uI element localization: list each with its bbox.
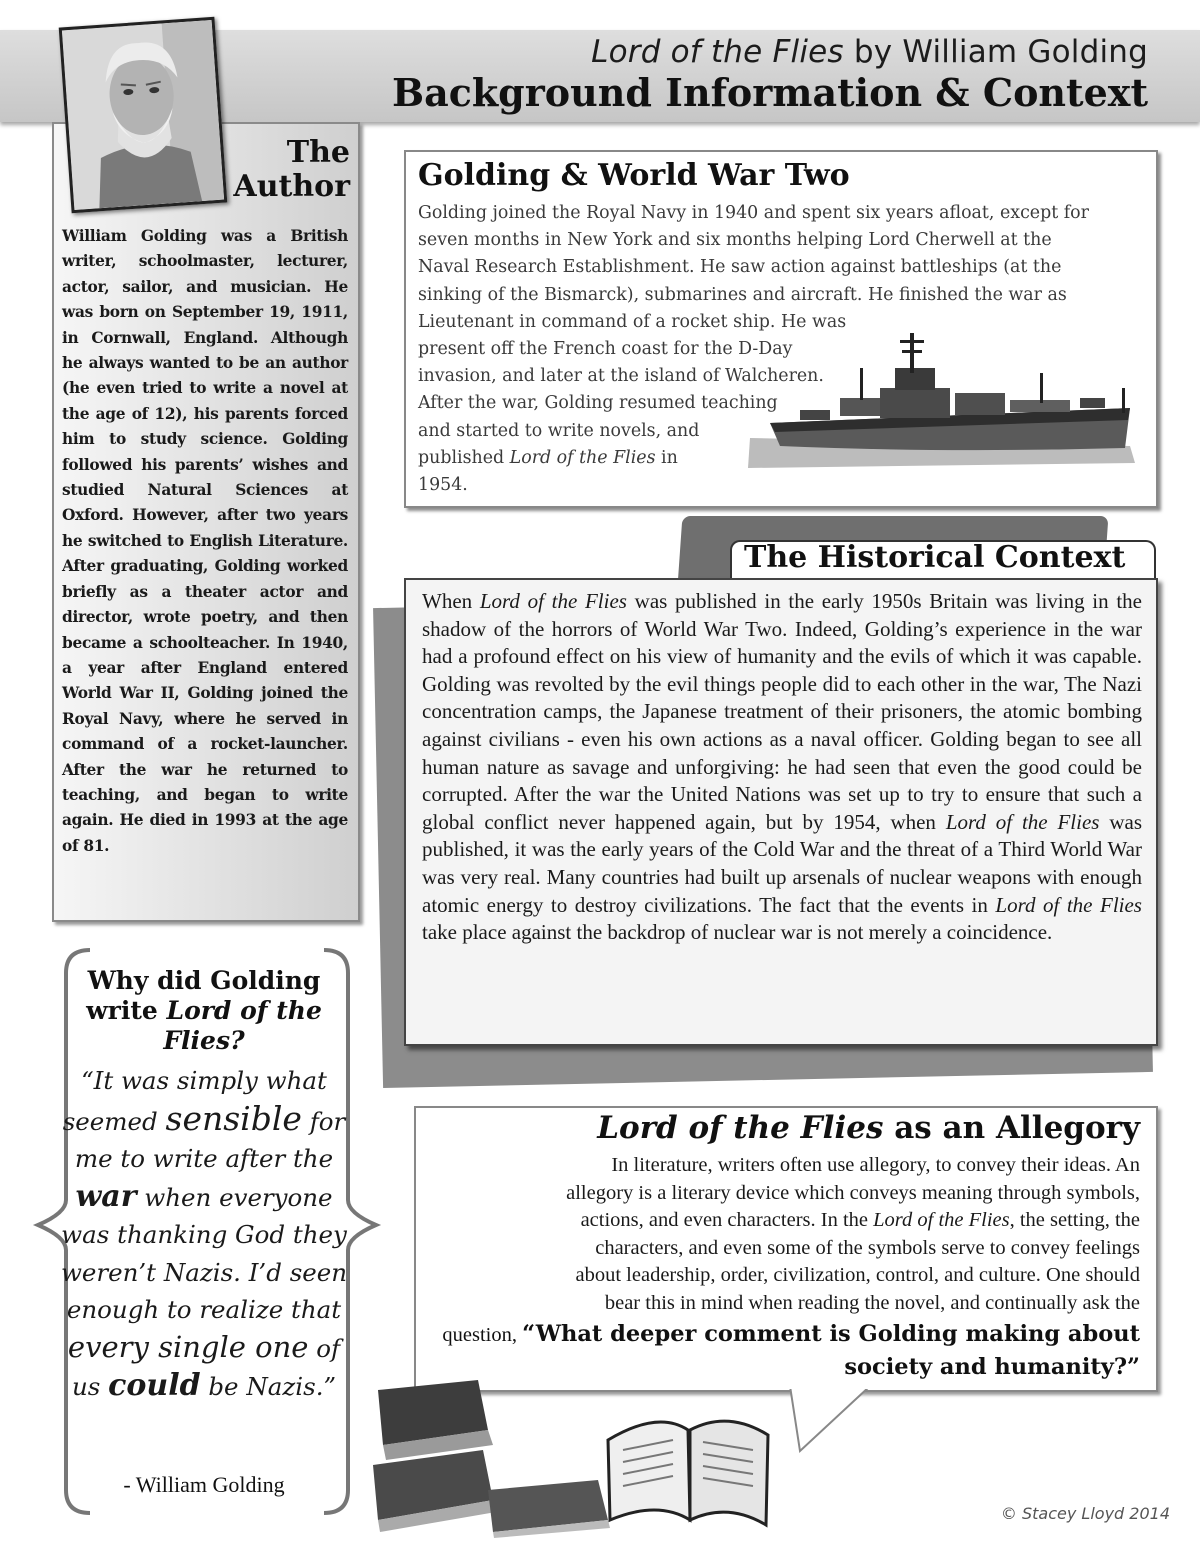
battleship-illustration: [740, 328, 1140, 478]
book-title-ref: Lord of the Flies: [945, 809, 1100, 834]
allegory-heading: [597, 1110, 1140, 1146]
ww2-heading: Golding & World War Two: [418, 158, 850, 193]
history-text: [422, 588, 1142, 947]
golding-quote: [58, 1062, 350, 1406]
author-heading-line2: Author: [233, 169, 350, 204]
why-heading: [62, 966, 346, 1056]
ww2-line: invasion, and later at the island of Walcheren.: [418, 366, 824, 387]
allegory-heading-title: Lord of the Flies: [597, 1110, 884, 1146]
ww2-line: 1954.: [418, 475, 468, 496]
ww2-book-title: Lord of the Flies: [509, 447, 656, 468]
quote-part: when everyone was thanking God they weren’t Nazis. I’d seen enough to realize that: [60, 1182, 348, 1324]
allegory-heading-rest: as an Allegory: [883, 1110, 1140, 1146]
history-part: was published in the early 1950s Britain was living in the shadow of the horrors of World War Two. Indeed, Golding’s experience in the war had a profound effect on his view of humanity and the evils of which it was capable. Golding was revolted by the evil things people did to each other in the war, The Nazi concentration camps, the Japanese treatment of their prisoners, the atomic bombing against civilians - even his own actions as a naval officer. Golding began to see all human nature as savage and unforgiving: he had seen that even the good could be corrupted. After the war the United Nations was set up to try to ensure that such a global conflict never happened again, but by 1954, when: [422, 589, 1142, 834]
books-illustration: [368, 1370, 778, 1540]
speech-pointer: [780, 1386, 880, 1456]
author-heading-line1: The: [286, 135, 350, 170]
header-subtitle: [591, 34, 1148, 70]
book-title-ref: Lord of the Flies: [873, 1209, 1010, 1232]
allegory-question-line: [420, 1318, 1140, 1351]
book-title: Lord of the Flies: [591, 34, 844, 70]
quote-emphasis: sensible: [165, 1098, 302, 1138]
ww2-line: present off the French coast for the D-Day: [418, 339, 793, 360]
allegory-line: about leadership, order, civilization, control, and culture. One should: [575, 1264, 1140, 1287]
ww2-in: in: [655, 447, 678, 468]
allegory-line: allegory is a literary device which conveys meaning through symbols,: [566, 1181, 1140, 1204]
question-prefix: question,: [442, 1324, 523, 1346]
author-photo: [59, 17, 228, 213]
allegory-line-start: actions, and even characters. In the: [580, 1209, 874, 1232]
quote-part: “It was simply what seemed: [62, 1066, 327, 1136]
allegory-line: [420, 1207, 1140, 1235]
ww2-line: Golding joined the Royal Navy in 1940 and spent six years afloat, except for: [418, 203, 1089, 223]
page-title: Background Information & Context: [391, 70, 1148, 115]
quote-part: of us: [71, 1333, 341, 1401]
allegory-line: bear this in mind when reading the novel, and continually ask the: [604, 1291, 1140, 1314]
ww2-published: published: [418, 447, 510, 468]
ww2-line: seven months in New York and six months helping Lord Cherwell at the: [418, 230, 1052, 251]
quote-emphasis: every single one: [67, 1329, 309, 1364]
allegory-line-end: , the setting, the: [1009, 1209, 1140, 1232]
ww2-line: sinking of the Bismarck), submarines and aircraft. He finished the war as: [418, 284, 1067, 305]
allegory-line: characters, and even some of the symbols serve to convey feelings: [595, 1236, 1140, 1259]
quote-emphasis: could: [108, 1368, 201, 1403]
book-title-ref: Lord of the Flies: [479, 589, 627, 613]
ww2-line: After the war, Golding resumed teaching: [418, 393, 778, 414]
author-bio: William Golding was a British writer, schoolmaster, lecturer, actor, sailor, and musician. He was born on September 19, 1911, in Cornwall, England. Although he always wanted to be an author (he even tried to write a novel at the age of 12), his parents forced him to study science. Golding followed his parents’ wishes and studied Natural Sciences at Oxford. However, after two years he switched to English Literature. After graduating, Golding worked briefly as a theater actor and director, wrote poetry, and then became a schoolteacher. In 1940, a year after England entered World War II, Golding joined the Royal Navy, where he served in command of a rocket-launcher. After the war he returned to teaching, and began to write again. He died in 1993 at the age of 81.: [62, 227, 348, 855]
quote-attribution: - William Golding: [123, 1472, 285, 1497]
author-heading: [220, 136, 350, 204]
ww2-line: Lieutenant in command of a rocket ship. He was: [418, 311, 847, 332]
allegory-text: [420, 1152, 1140, 1318]
ww2-line: Naval Research Establishment. He saw action against battleships (at the: [418, 257, 1062, 278]
why-heading-text: Why did Golding write: [86, 966, 321, 1025]
book-author: by William Golding: [843, 34, 1148, 70]
allegory-line: In literature, writers often use allegory, to convey their ideas. An: [611, 1154, 1140, 1176]
why-heading-title: Lord of the Flies?: [163, 996, 322, 1055]
copyright: © Stacey Lloyd 2014: [1000, 1504, 1170, 1523]
quote-emphasis: war: [75, 1178, 137, 1214]
history-part: When: [422, 589, 480, 613]
history-heading: The Historical Context: [744, 540, 1126, 575]
allegory-question-line: society and humanity?”: [844, 1354, 1140, 1380]
quote-part: for me to write after the: [74, 1106, 346, 1173]
book-title-ref: Lord of the Flies: [995, 892, 1142, 917]
question-text: “What deeper comment is Golding making about: [522, 1321, 1140, 1347]
history-part: was published, it was the early years of the Cold War and the threat of a Third World War was very real. Many countries had built up arsenals of nuclear weapons with enough atomic energy to destroy civilizations. The fact that the events in: [422, 809, 1142, 917]
ww2-line: and started to write novels, and: [418, 420, 700, 441]
history-part: take place against the backdrop of nuclear war is not merely a coincidence.: [422, 920, 1053, 945]
quote-part: be Nazis.”: [200, 1372, 337, 1401]
